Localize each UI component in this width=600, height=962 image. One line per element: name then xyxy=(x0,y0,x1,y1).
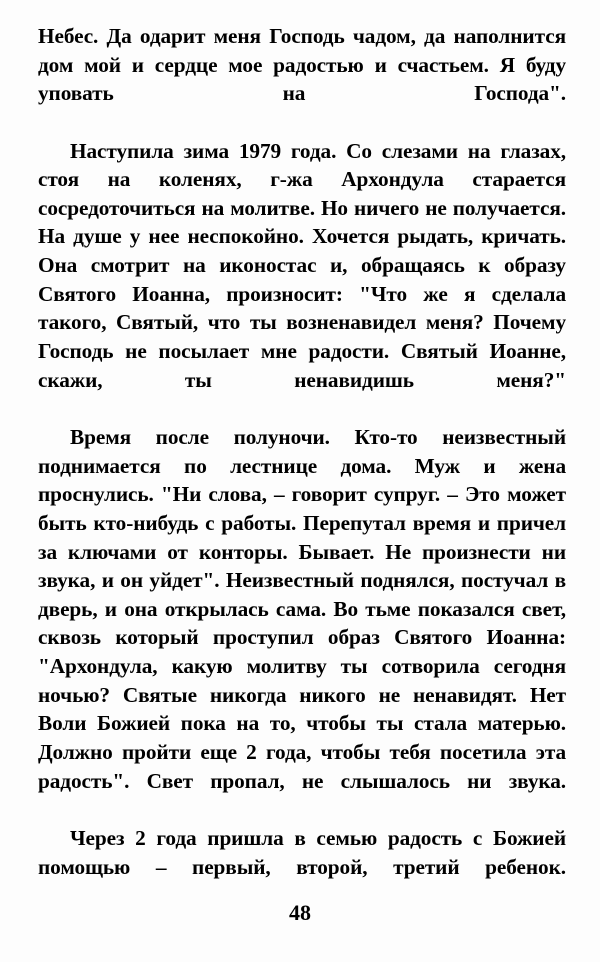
paragraph-1: Небес. Да одарит меня Господь чадом, да наполнится дом мой и сердце мое радостью и счастьем. Я буду уповать на Господа". xyxy=(38,24,566,106)
paragraph-3: Время после полуночи. Кто-то неизвестный поднимается по лестнице дома. Муж и жена проснулись. "Ни слова, – говорит супруг. – Это может быть кто-нибудь с работы. Перепутал время и причел за ключами от конторы. Бывает. Не произнести ни звука, и он уйдет". Неизвестный поднялся, постучал в дверь, и она открылась сама. Во тьме показался свет, сквозь который проступил образ Святого Иоанна: "Архондула, какую молитву ты сотворила сегодня ночью? Святые никогда никого не ненавидят. Нет Воли Божией пока на то, чтобы ты стала матерью. Должно пройти еще 2 года, чтобы тебя посетила эта радость". Свет пропал, не слышалось ни звука. xyxy=(38,424,566,793)
page-number: 48 xyxy=(289,900,311,925)
paragraph-4: Через 2 года пришла в семью радость с Божией помощью – первый, второй, третий ребенок. xyxy=(38,825,566,879)
paragraph-2: Наступила зима 1979 года. Со слезами на глазах, стоя на коленях, г-жа Архондула старается сосредоточиться на молитве. Но ничего не получается. На душе у нее неспокойно. Хочется рыдать, кричать. Она смотрит на иконостас и, обращаясь к образу Святого Иоанна, произносит: "Что же я сделала такого, Святый, что ты возненавидел меня? Почему Господь не посылает мне радости. Святый Иоанне, скажи, ты ненавидишь меня?" xyxy=(38,138,566,392)
page-text-body xyxy=(38,22,566,910)
